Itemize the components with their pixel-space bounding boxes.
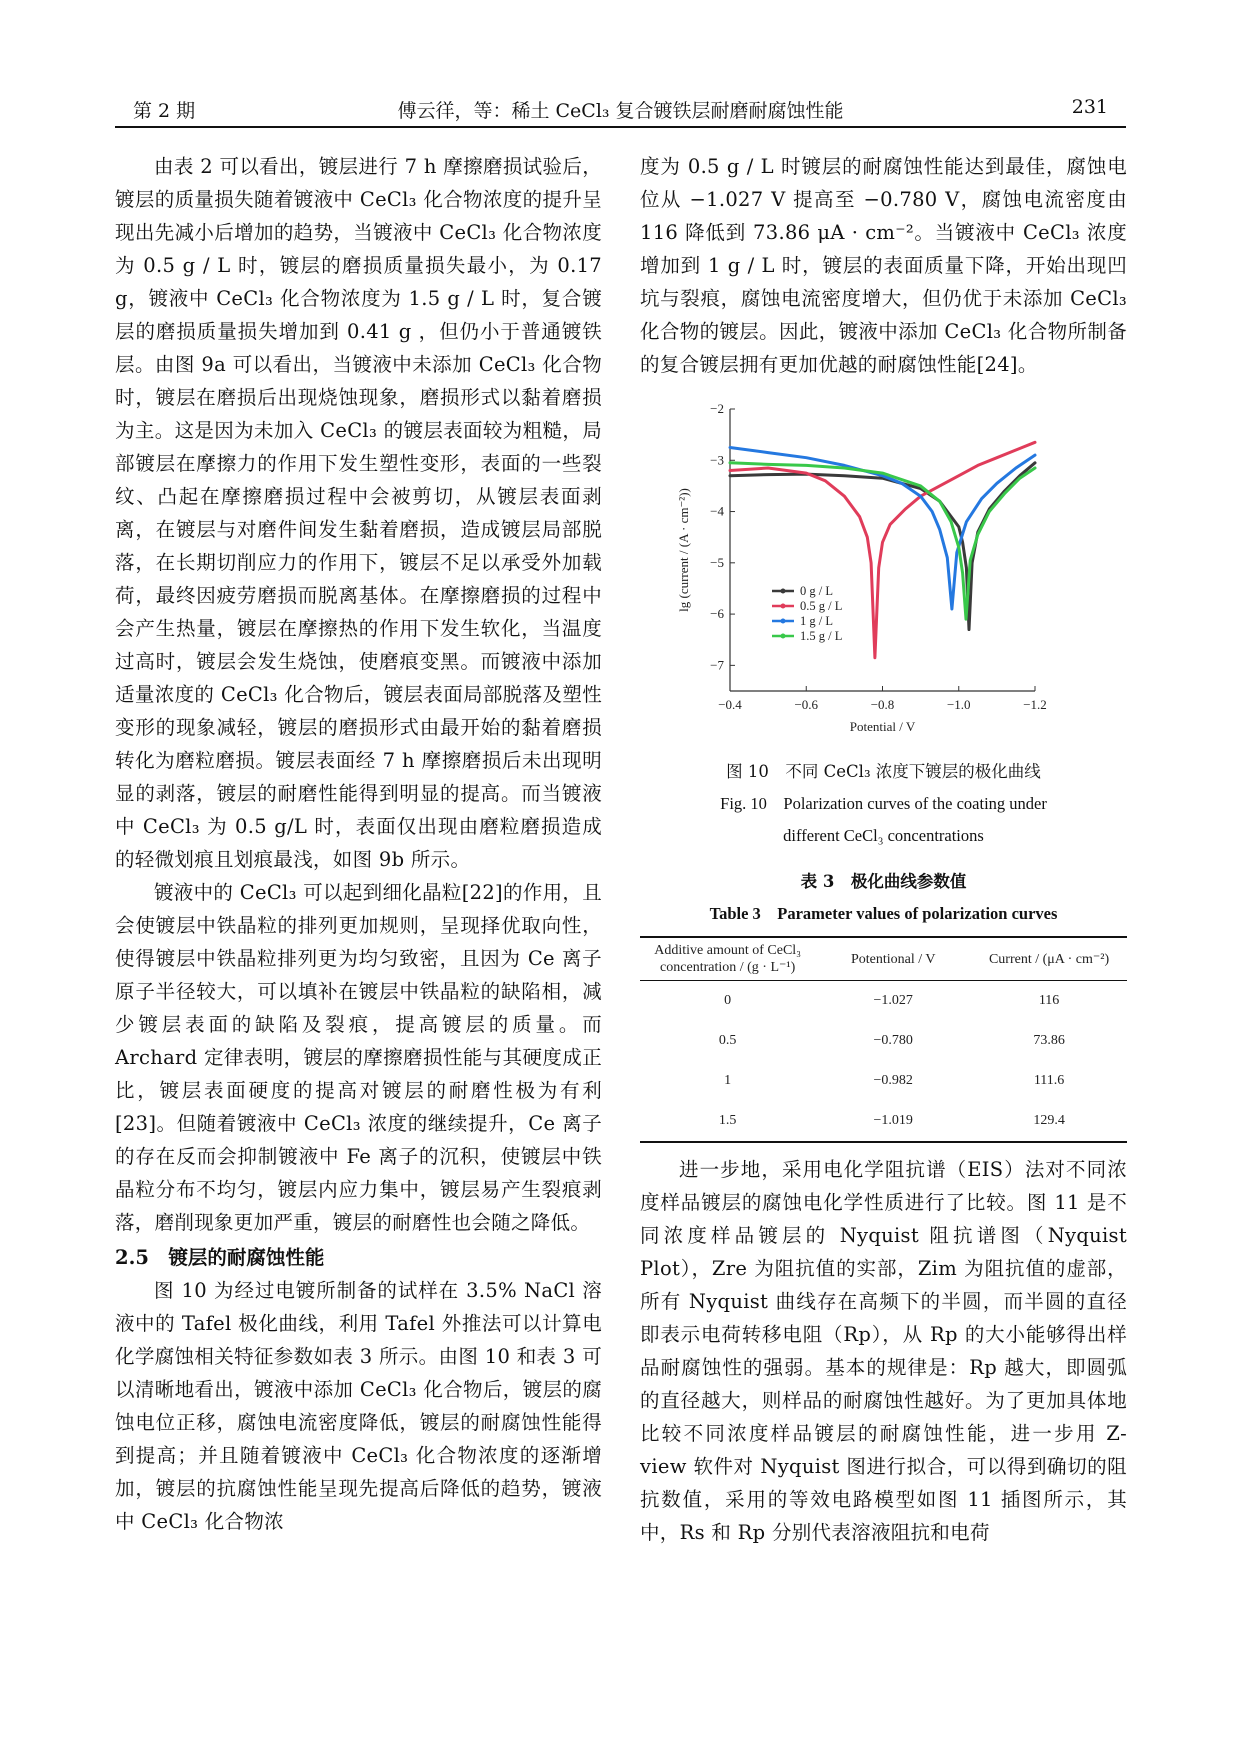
table-cell: 129.4	[1033, 1113, 1065, 1128]
y-axis-label: lg (current / (A · cm⁻²))	[676, 488, 691, 612]
legend-marker	[781, 634, 786, 639]
figure-caption-en-line1: Fig. 10 Polarization curves of the coating under	[720, 794, 1047, 813]
y-tick-label: −3	[710, 452, 724, 468]
legend-label: 0.5 g / L	[800, 599, 843, 613]
table-cell: 1	[724, 1073, 732, 1088]
polarization-chart	[640, 391, 1127, 756]
x-tick-label: −0.6	[794, 697, 819, 712]
y-tick-label: −6	[710, 606, 724, 622]
legend-marker	[781, 589, 786, 594]
table-row	[640, 1061, 1127, 1101]
table-row	[640, 1101, 1127, 1142]
section-heading-corrosion: 2.5 镀层的耐腐蚀性能	[115, 1246, 325, 1269]
legend-marker	[781, 604, 786, 609]
table-caption-en: Table 3 Parameter values of polarization curves	[709, 904, 1058, 923]
page-number: 231	[1071, 96, 1108, 118]
table-row	[640, 1021, 1127, 1061]
table-header-row	[640, 937, 1127, 981]
table-cell: 0.5	[718, 1033, 737, 1048]
figure-caption-cn: 图 10 不同 CeCl₃ 浓度下镀层的极化曲线	[726, 762, 1041, 781]
table-cell: 0	[724, 993, 732, 1008]
x-tick-label: −1.0	[946, 697, 971, 712]
table-cell: −0.982	[873, 1073, 913, 1088]
running-title: 傅云徉，等：稀土 CeCl₃ 复合镀铁层耐磨耐腐蚀性能	[397, 100, 844, 122]
x-axis-label: Potential / V	[849, 719, 916, 734]
x-tick-label: −1.2	[1023, 697, 1047, 712]
table-cell: 1.5	[718, 1113, 737, 1128]
right-column	[640, 150, 1127, 1549]
y-tick-label: −7	[710, 657, 724, 673]
paragraph-tafel: 图 10 为经过电镀所制备的试样在 3.5% NaCl 溶液中的 Tafel 极化曲线，利用 Tafel 外推法可以计算电化学腐蚀相关特征参数如表 3 所示。由图 10 和表 3 可以清晰地看出，镀液中添加 CeCl₃ 化合物后，镀层的腐蚀电位正移，腐蚀电流密度降低，镀层的耐腐蚀性能得到提高；并且随着镀液中 CeCl₃ 化合物浓度的逐渐增加，镀层的抗腐蚀性能呈现先提高后降低的趋势，镀液中 CeCl₃ 化合物浓	[115, 1279, 602, 1533]
table-cell: 116	[1038, 993, 1060, 1008]
running-header	[115, 92, 1126, 128]
x-tick-label: −0.8	[870, 697, 895, 712]
figure-caption-en-line2: different CeCl₃ concentrations	[783, 826, 984, 845]
parameter-table	[640, 936, 1127, 1143]
table-header-cell: Potentional / V	[850, 951, 936, 967]
table-header-cell: Current / (μA · cm⁻²)	[988, 951, 1110, 967]
table-caption-cn: 表 3 极化曲线参数值	[800, 872, 967, 891]
paragraph-wear-results: 由表 2 可以看出，镀层进行 7 h 摩擦磨损试验后，镀层的质量损失随着镀液中 CeCl₃ 化合物浓度的提升呈现出先减小后增加的趋势，当镀液中 CeCl₃ 化合物浓度为 0.5 g / L 时，镀层的磨损质量损失最小，为 0.17 g，镀液中 CeCl₃ 化合物浓度为 1.5 g / L 时，复合镀层的磨损质量损失增加到 0.41 g ，但仍小于普通镀铁层。由图 9a 可以看出，当镀液中未添加 CeCl₃ 化合物时，镀层在磨损后出现烧蚀现象，磨损形式以黏着磨损为主。这是因为未加入 CeCl₃ 的镀层表面较为粗糙，局部镀层在摩擦力的作用下发生塑性变形，表面的一些裂纹、凸起在摩擦磨损过程中会被剪切，从镀层表面剥离，在镀层与对磨件间发生黏着磨损，造成镀层局部脱落，在长期切削应力的作用下，镀层不足以承受外加载荷，最终因疲劳磨损而脱离基体。在摩擦磨损的过程中会产生热量，镀层在摩擦热的作用下发生软化，当温度过高时，镀层会发生烧蚀，使磨痕变黑。而镀液中添加适量浓度的 CeCl₃ 化合物后，镀层表面局部脱落及塑性变形的现象减轻，镀层的磨损形式由最开始的黏着磨损转化为磨粒磨损。镀层表面经 7 h 摩擦磨损后未出现明显的剥落，镀层的耐磨性能得到明显的提高。而当镀液中 CeCl₃ 为 0.5 g/L 时，表面仅出现由磨粒磨损造成的轻微划痕且划痕最浅，如图 9b 所示。	[115, 155, 602, 871]
table-cell: −0.780	[873, 1033, 913, 1048]
y-tick-label: −2	[710, 401, 724, 416]
paragraph-eis: 进一步地，采用电化学阻抗谱（EIS）法对不同浓度样品镀层的腐蚀电化学性质进行了比较。图 11 是不同浓度样品镀层的 Nyquist 阻抗谱图（Nyquist Plot），Zre 为阻抗值的实部，Zim 为阻抗值的虚部，所有 Nyquist 曲线存在高频下的半圆，而半圆的直径即表示电荷转移电阻（Rp），从 Rp 的大小能够得出样品耐腐蚀性的强弱。基本的规律是：Rp 越大，即圆弧的直径越大，则样品的耐腐蚀性越好。为了更加具体地比较不同浓度样品镀层的耐腐蚀性能，进一步用 Z-view 软件对 Nyquist 图进行拟合，可以得到确切的阻抗数值，采用的等效电路模型如图 11 插图所示，其中，Rs 和 Rp 分别代表溶液阻抗和电荷	[640, 1158, 1127, 1544]
table-cell: −1.019	[873, 1113, 913, 1128]
table-cell: −1.027	[873, 993, 913, 1008]
table-cell: 73.86	[1033, 1033, 1065, 1048]
table-row	[640, 981, 1127, 1022]
table-cell: 111.6	[1033, 1073, 1065, 1088]
polarization-figure	[640, 391, 1127, 756]
left-column	[115, 150, 602, 1538]
y-tick-label: −5	[710, 554, 724, 570]
x-tick-label: −0.4	[718, 697, 742, 712]
legend-marker	[781, 619, 786, 624]
paragraph-corrosion-continued: 度为 0.5 g / L 时镀层的耐腐蚀性能达到最佳，腐蚀电位从 −1.027 V 提高至 −0.780 V，腐蚀电流密度由 116 降低到 73.86 μA · cm⁻²。当镀液中 CeCl₃ 浓度增加到 1 g / L 时，镀层的表面质量下降，开始出现凹坑与裂痕，腐蚀电流密度增大，但仍优于未添加 CeCl₃ 化合物的镀层。因此，镀液中添加 CeCl₃ 化合物所制备的复合镀层拥有更加优越的耐腐蚀性能[24]。	[640, 155, 1127, 376]
y-tick-label: −4	[710, 503, 724, 519]
legend-label: 1 g / L	[800, 614, 833, 628]
paragraph-grain-refinement: 镀液中的 CeCl₃ 可以起到细化晶粒[22]的作用，且会使镀层中铁晶粒的排列更加规则，呈现择优取向性，使得镀层中铁晶粒排列更为均匀致密，且因为 Ce 离子原子半径较大，可以填补在镀层中铁晶粒的缺陷相，减少镀层表面的缺陷及裂痕，提高镀层的质量。而 Archard 定律表明，镀层的摩擦磨损性能与其硬度成正比，镀层表面硬度的提高对镀层的耐磨性极为有利[23]。但随着镀液中 CeCl₃ 浓度的继续提升，Ce 离子的存在反而会抑制镀液中 Fe 离子的沉积，使镀层中铁晶粒分布不均匀，镀层内应力集中，镀层易产生裂痕剥落，磨削现象更加严重，镀层的耐磨性也会随之降低。	[115, 881, 602, 1234]
legend-label: 1.5 g / L	[800, 629, 843, 643]
legend-label: 0 g / L	[800, 584, 833, 598]
issue-label: 第 2 期	[133, 100, 196, 122]
table-header-cell: Additive amount of CeCl₃ concentration / (g · L⁻¹)	[654, 943, 802, 975]
